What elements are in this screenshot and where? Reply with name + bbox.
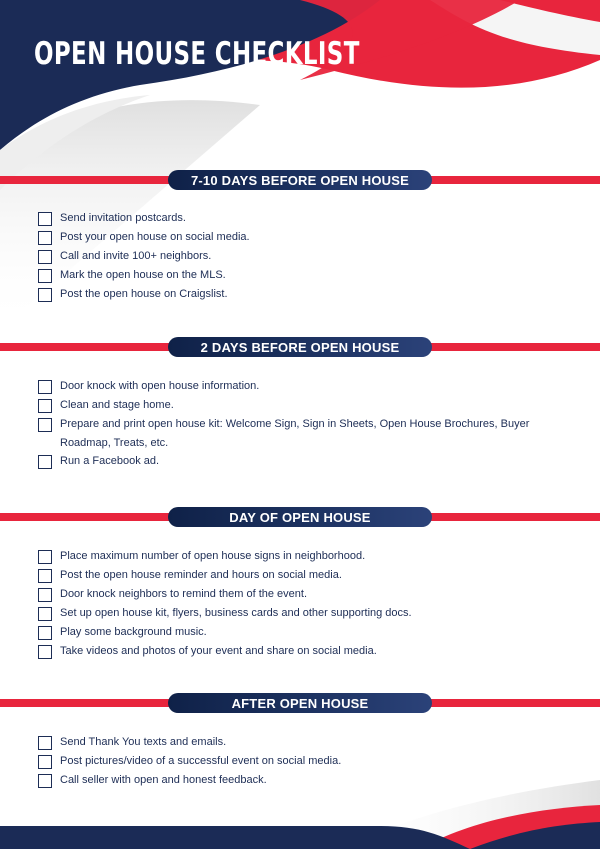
section-header-day-of	[0, 507, 600, 527]
section-header-2-days	[0, 337, 600, 357]
item-text: Post your open house on social media.	[60, 231, 250, 243]
item-text: Send Thank You texts and emails.	[60, 736, 227, 748]
checkbox[interactable]	[38, 755, 52, 769]
item-text: Door knock with open house information.	[60, 380, 260, 392]
list-item	[38, 586, 540, 605]
list-item	[38, 378, 540, 397]
list-item	[38, 416, 540, 453]
section-heading: 2 DAYS BEFORE OPEN HOUSE	[168, 337, 432, 357]
list-item	[38, 210, 540, 229]
list-item	[38, 453, 540, 472]
item-text: Run a Facebook ad.	[60, 455, 160, 467]
checklist-2-days	[38, 378, 540, 472]
checklist-after	[38, 734, 540, 791]
list-item	[38, 248, 540, 267]
item-text: Take videos and photos of your event and share on social media.	[60, 645, 377, 657]
list-item	[38, 567, 540, 586]
checkbox[interactable]	[38, 588, 52, 602]
section-header-after	[0, 693, 600, 713]
checkbox[interactable]	[38, 269, 52, 283]
item-text: Door knock neighbors to remind them of the event.	[60, 588, 308, 600]
item-text: Call and invite 100+ neighbors.	[60, 250, 212, 262]
list-item	[38, 397, 540, 416]
item-text: Post the open house on Craigslist.	[60, 288, 228, 300]
list-item	[38, 643, 540, 662]
list-item	[38, 548, 540, 567]
checkbox[interactable]	[38, 774, 52, 788]
section-heading: 7-10 DAYS BEFORE OPEN HOUSE	[168, 170, 432, 190]
checkbox[interactable]	[38, 418, 52, 432]
checkbox[interactable]	[38, 736, 52, 750]
checkbox[interactable]	[38, 231, 52, 245]
item-text: Set up open house kit, flyers, business cards and other supporting docs.	[60, 607, 412, 619]
item-text: Place maximum number of open house signs in neighborhood.	[60, 550, 366, 562]
list-item	[38, 286, 540, 305]
item-text: Mark the open house on the MLS.	[60, 269, 226, 281]
checkbox[interactable]	[38, 399, 52, 413]
list-item	[38, 229, 540, 248]
page-title: OPEN HOUSE CHECKLIST	[34, 36, 360, 72]
checkbox[interactable]	[38, 569, 52, 583]
item-text: Send invitation postcards.	[60, 212, 186, 224]
checklist-day-of	[38, 548, 540, 662]
item-text: Post the open house reminder and hours on social media.	[60, 569, 342, 581]
list-item	[38, 267, 540, 286]
checklist-7-10-days	[38, 210, 540, 305]
checkbox[interactable]	[38, 380, 52, 394]
section-heading: DAY OF OPEN HOUSE	[168, 507, 432, 527]
item-text: Call seller with open and honest feedback.	[60, 774, 267, 786]
checkbox[interactable]	[38, 626, 52, 640]
item-text: Clean and stage home.	[60, 399, 174, 411]
checkbox[interactable]	[38, 645, 52, 659]
section-heading: AFTER OPEN HOUSE	[168, 693, 432, 713]
item-text: Play some background music.	[60, 626, 207, 638]
list-item	[38, 753, 540, 772]
checkbox[interactable]	[38, 607, 52, 621]
item-text: Prepare and print open house kit: Welcome Sign, Sign in Sheets, Open House Brochures, Buyer Roadmap, Treats, etc.	[60, 418, 530, 449]
checkbox[interactable]	[38, 455, 52, 469]
list-item	[38, 624, 540, 643]
checkbox[interactable]	[38, 550, 52, 564]
item-text: Post pictures/video of a successful event on social media.	[60, 755, 342, 767]
checkbox[interactable]	[38, 288, 52, 302]
bottom-navy-band	[0, 826, 470, 849]
list-item	[38, 772, 540, 791]
checkbox[interactable]	[38, 250, 52, 264]
section-header-7-10-days	[0, 170, 600, 190]
list-item	[38, 734, 540, 753]
list-item	[38, 605, 540, 624]
checkbox[interactable]	[38, 212, 52, 226]
